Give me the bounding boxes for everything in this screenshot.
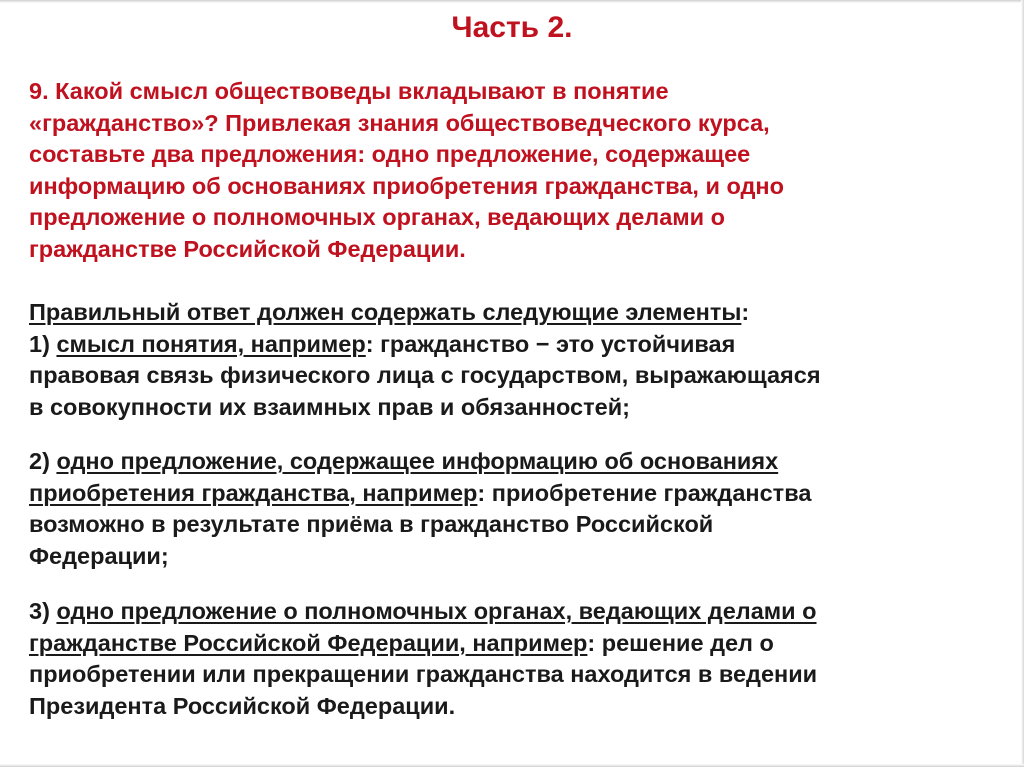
item-3-label-line-1: одно предложение о полномочных органах, ведающих делами о <box>56 598 817 624</box>
answer-intro-label: Правильный ответ должен содержать следующие элементы <box>29 299 742 325</box>
item-2-line: возможно в результате приёма в гражданство Российской <box>29 511 714 537</box>
item-1-number: 1) <box>29 330 57 357</box>
question-line: предложение о полномочных органах, ведающих делами о <box>29 204 726 230</box>
item-2-label-line-1: одно предложение, содержащее информацию об основаниях <box>56 448 779 474</box>
item-3-second-line <box>29 628 1004 660</box>
question-line: гражданстве Российской Федерации. <box>29 235 466 262</box>
answer-intro-colon: : <box>741 299 750 325</box>
answer-item-2 <box>29 446 1004 572</box>
slide-top-edge <box>0 0 1024 3</box>
item-2-line: Федерации; <box>29 542 169 569</box>
item-2-colon: : <box>477 479 486 506</box>
question-text <box>29 76 1004 265</box>
item-2-label-line-2: приобретения гражданства, например <box>29 479 478 506</box>
answer-item-3 <box>29 596 1004 722</box>
item-2-number: 2) <box>29 448 57 474</box>
item-3-number: 3) <box>29 598 57 624</box>
item-3-first-line <box>29 596 1004 628</box>
item-3-text: решение дел о <box>595 629 774 656</box>
item-3-colon: : <box>587 629 596 656</box>
item-2-second-line <box>29 478 1004 510</box>
question-line: информацию об основаниях приобретения гражданства, и одно <box>29 172 784 199</box>
item-1-first-line <box>29 329 1004 361</box>
item-3-line: приобретении или прекращении гражданства находится в ведении <box>29 661 818 687</box>
item-2-first-line <box>29 446 1004 478</box>
item-1-text: гражданство − это устойчивая <box>373 330 736 357</box>
question-line: 9. Какой смысл обществоведы вкладывают в понятие <box>29 78 669 104</box>
item-1-line: в совокупности их взаимных прав и обязанностей; <box>29 393 630 420</box>
item-3-label-line-2: гражданстве Российской Федерации, например <box>29 629 588 656</box>
answer-intro <box>29 297 1004 329</box>
item-1-label: смысл понятия, например <box>56 330 366 357</box>
item-2-text: приобретение гражданства <box>485 479 812 506</box>
item-3-line: Президента Российской Федерации. <box>29 692 456 719</box>
item-1-colon: : <box>365 330 374 357</box>
item-1-line: правовая связь физического лица с государством, выражающаяся <box>29 362 821 388</box>
question-line: «гражданство»? Привлекая знания обществоведческого курса, <box>29 109 770 136</box>
answer-intro-and-item-1 <box>29 297 1004 423</box>
question-line: составьте два предложения: одно предложение, содержащее <box>29 141 751 167</box>
slide-title: Часть 2. <box>451 11 573 44</box>
